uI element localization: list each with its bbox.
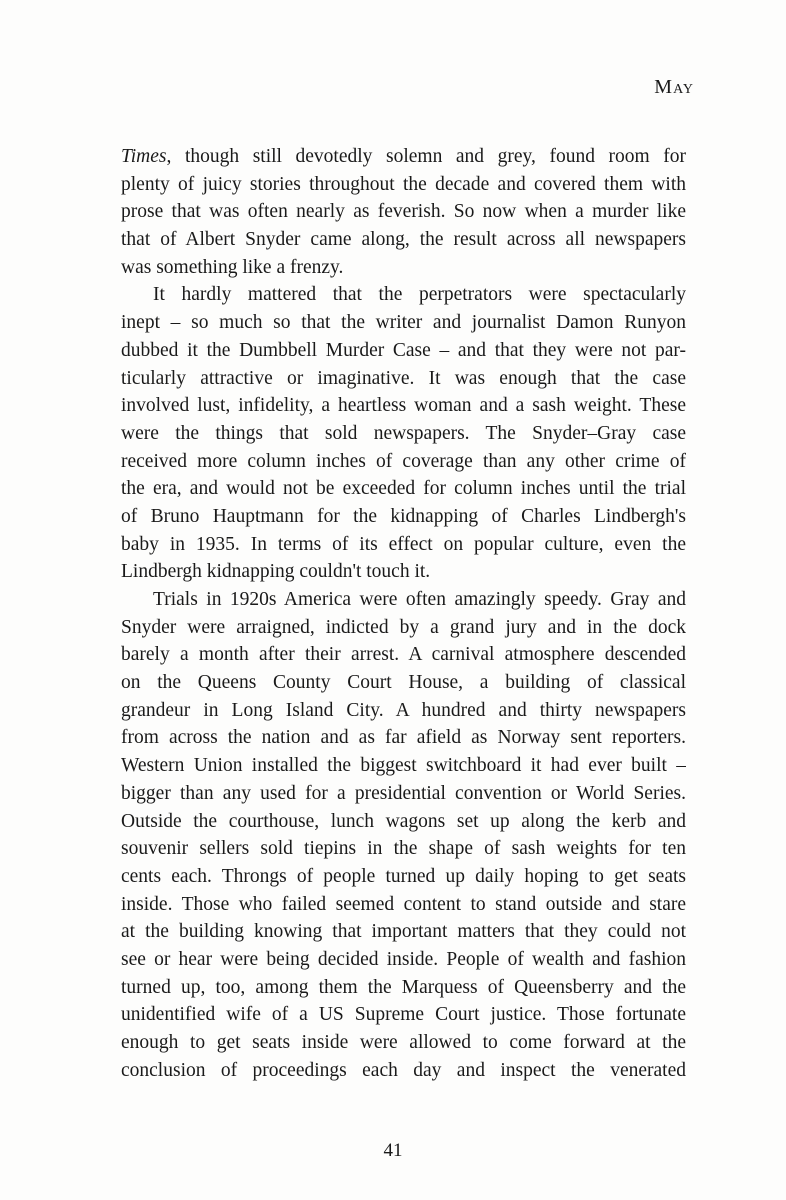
text-line: enough to get seats inside were allowed to come forward at the [121, 1032, 686, 1053]
paragraph-1 [121, 143, 686, 281]
text-line: were the things that sold newspapers. The Snyder–Gray case [121, 422, 686, 444]
text-line: Lindbergh kidnapping couldn't touch it. [121, 561, 431, 583]
text-line: see or hear were being decided inside. People of wealth and fashion [121, 948, 686, 970]
text-line: unidentified wife of a US Supreme Court justice. Those fortunate [121, 1004, 686, 1026]
text-line: the era, and would not be exceeded for column inches until the trial [121, 478, 686, 500]
text-line: bigger than any used for a presidential convention or World Series. [121, 782, 686, 804]
text-line: inside. Those who failed seemed content to stand outside and stare [121, 893, 686, 915]
text-line: at the building knowing that important matters that they could not [121, 921, 686, 943]
text-line: turned up, too, among them the Marquess of Queensberry and the [121, 976, 686, 998]
paragraph-3 [121, 586, 686, 1084]
text-line: Trials in 1920s America were often amazingly speedy. Gray and [153, 589, 686, 610]
text-line: cents each. Throngs of people turned up daily hoping to get seats [121, 865, 686, 887]
text-line: inept – so much so that the writer and journalist Damon Runyon [121, 312, 686, 334]
text-line: received more column inches of coverage than any other crime of [121, 450, 686, 472]
page-number: 41 [383, 1140, 403, 1161]
text-line: plenty of juicy stories throughout the decade and covered them with [121, 173, 686, 195]
text-line: barely a month after their arrest. A carnival atmosphere descended [121, 644, 686, 666]
text-line: dubbed it the Dumbbell Murder Case – and that they were not par- [121, 339, 686, 361]
text-line: Western Union installed the biggest switchboard it had ever built – [121, 755, 686, 777]
text-line: grandeur in Long Island City. A hundred and thirty newspapers [121, 699, 686, 721]
text-line: baby in 1935. In terms of its effect on popular culture, even the [121, 533, 686, 555]
paragraph-2 [121, 281, 686, 586]
text-line: involved lust, infidelity, a heartless woman and a sash weight. These [121, 395, 686, 417]
text-line: It hardly mattered that the perpetrators were spectacularly [153, 284, 686, 306]
text-line: of Bruno Hauptmann for the kidnapping of Charles Lindbergh's [121, 505, 686, 527]
text-line: that of Albert Snyder came along, the result across all newspapers [121, 229, 686, 251]
text-line: Outside the courthouse, lunch wagons set up along the kerb and [121, 810, 686, 832]
text-line: prose that was often nearly as feverish. So now when a murder like [121, 201, 686, 223]
text-line: Times, though still devotedly solemn and grey, found room for [121, 146, 686, 167]
running-head: May [654, 76, 694, 98]
text-line: conclusion of proceedings each day and inspect the venerated [121, 1059, 686, 1081]
text-line: Snyder were arraigned, indicted by a grand jury and in the dock [121, 616, 686, 638]
italic-title: Times [121, 146, 167, 167]
text-line: from across the nation and as far afield as Norway sent reporters. [121, 727, 686, 749]
text-line: on the Queens County Court House, a building of classical [121, 672, 686, 694]
body-text [121, 143, 686, 1084]
text-line: ticularly attractive or imaginative. It was enough that the case [121, 367, 686, 389]
text-line: was something like a frenzy. [121, 256, 344, 278]
text-line: souvenir sellers sold tiepins in the shape of sash weights for ten [121, 838, 686, 860]
